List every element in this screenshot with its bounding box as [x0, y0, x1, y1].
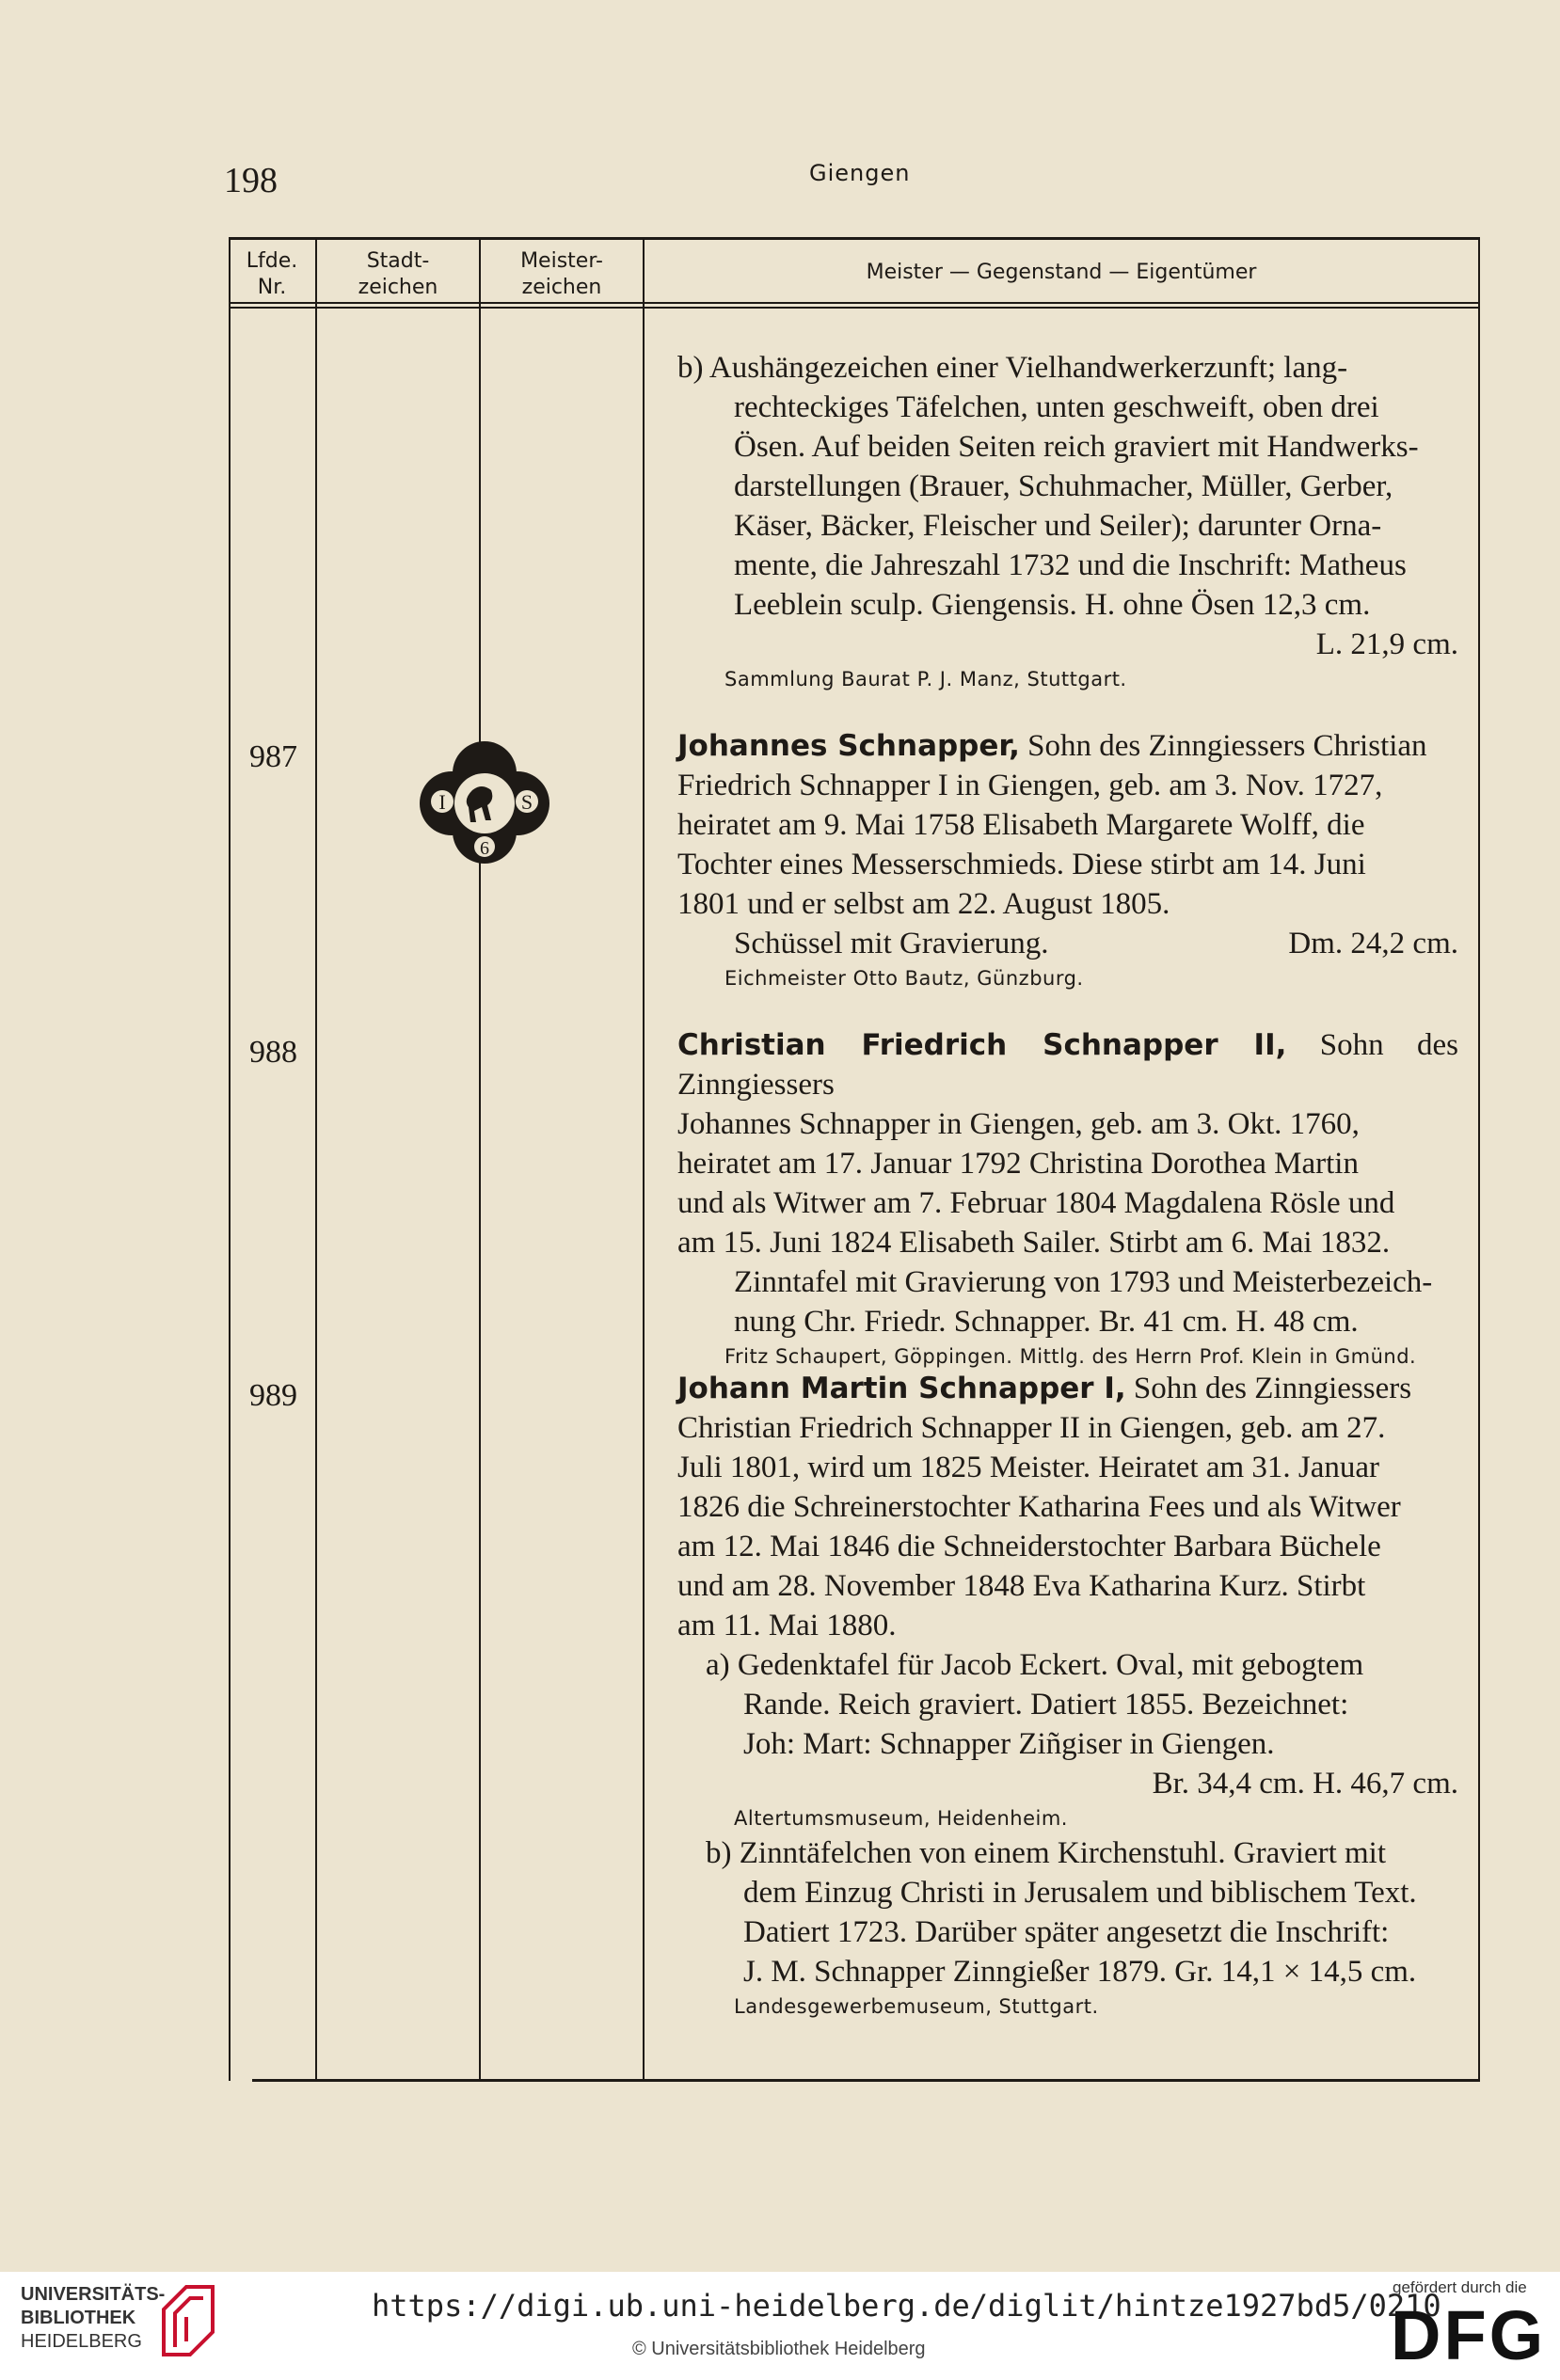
library-name-line: UNIVERSITÄTS- [21, 2284, 166, 2305]
item-a-line: a) Gedenktafel für Jacob Eckert. Oval, mit gebogtem [706, 1648, 1364, 1682]
text-line: 1801 und er selbst am 22. August 1805. [677, 887, 1170, 921]
text-line: am 12. Mai 1846 die Schneiderstochter Barbara Büchele [677, 1530, 1381, 1563]
header-bottom-rule [229, 302, 1480, 304]
text-line: Juli 1801, wird um 1825 Meister. Heiratet am 31. Januar [677, 1451, 1380, 1484]
text-line: b) Aushängezeichen einer Vielhandwerkerzunft; lang- [677, 351, 1348, 385]
master-name: Johann Martin Schnapper I, [677, 1372, 1126, 1405]
entry-number-988: 988 [249, 1035, 297, 1070]
source-line: Landesgewerbemuseum, Stuttgart. [734, 1995, 1099, 2018]
text-line [677, 1025, 1458, 1104]
object-line: nung Chr. Friedr. Schnapper. Br. 41 cm. H. 48 cm. [734, 1305, 1359, 1339]
header-lfde-label: Lfde. [246, 249, 298, 273]
header-nr-label: Nr. [257, 276, 287, 299]
page-number: 198 [224, 161, 278, 200]
header-meister-label: Meister- [520, 249, 603, 273]
text-line: heiratet am 9. Mai 1758 Elisabeth Margarete Wolff, die [677, 808, 1365, 842]
item-a-dimension: Br. 34,4 cm. H. 46,7 cm. [1152, 1767, 1458, 1801]
source-line: Eichmeister Otto Bautz, Günzburg. [724, 967, 1084, 990]
text-line: und am 28. November 1848 Eva Katharina Kurz. Stirbt [677, 1569, 1366, 1603]
entry-number-989: 989 [249, 1378, 297, 1413]
copyright-notice: © Universitätsbibliothek Heidelberg [632, 2339, 926, 2359]
entry-989-text [677, 1369, 1458, 2022]
header-lfde-nr [231, 248, 313, 301]
column-divider-1 [315, 237, 317, 2081]
mark-letter-right: S [520, 790, 533, 814]
table-left-border [229, 237, 231, 2081]
text-line: Tochter eines Messerschmieds. Diese stirbt am 14. Juni [677, 848, 1366, 881]
master-name: Johannes Schnapper, [677, 729, 1020, 763]
header-zeichen2-label: zeichen [521, 276, 602, 299]
dfg-logo[interactable]: DFG [1391, 2296, 1547, 2374]
header-meisterzeichen [481, 248, 643, 301]
object-dimension: Dm. 24,2 cm. [1288, 927, 1458, 960]
mark-letter-left: I [438, 790, 446, 814]
continuation-block [677, 348, 1458, 694]
text-line: darstellungen (Brauer, Schuhmacher, Müller, Gerber, [734, 469, 1393, 503]
master-name: Christian Friedrich Schnapper II, [677, 1028, 1287, 1062]
text-line: und als Witwer am 7. Februar 1804 Magdalena Rösle und [677, 1186, 1395, 1220]
table-top-rule [229, 237, 1480, 240]
item-a-line: Rande. Reich graviert. Datiert 1855. Bezeichnet: [743, 1688, 1349, 1722]
object-name: Schüssel mit Gravierung. [734, 927, 1049, 960]
text-fragment: Sohn des Zinngiessers [1133, 1372, 1412, 1405]
entry-number-987: 987 [249, 739, 297, 774]
text-line: Leeblein sculp. Giengensis. H. ohne Ösen 12,3 cm. [734, 588, 1371, 622]
source-line: Fritz Schaupert, Göppingen. Mittlg. des Herrn Prof. Klein in Gmünd. [724, 1345, 1417, 1368]
library-name-line: BIBLIOTHEK [21, 2308, 136, 2328]
item-b-line: Datiert 1723. Darüber später angesetzt die Inschrift: [743, 1915, 1390, 1949]
text-line: am 11. Mai 1880. [677, 1609, 897, 1642]
table-right-border [1478, 237, 1480, 2081]
header-stadtzeichen [317, 248, 479, 301]
text-line: am 15. Juni 1824 Elisabeth Sailer. Stirbt am 6. Mai 1832. [677, 1226, 1391, 1260]
header-main: Meister — Gegenstand — Eigentümer [866, 261, 1257, 284]
text-fragment: Sohn des Zinngiessers Christian [1027, 729, 1427, 763]
source-line: Sammlung Baurat P. J. Manz, Stuttgart. [724, 668, 1127, 690]
header-bottom-rule-2 [229, 307, 1480, 309]
header-stadt-label: Stadt- [366, 249, 430, 273]
permalink-url[interactable]: https://digi.ub.uni-heidelberg.de/diglit/hintze1927bd5/0210 [372, 2288, 1441, 2324]
item-b-line: b) Zinntäfelchen von einem Kirchenstuhl. Graviert mit [706, 1836, 1387, 1870]
text-line [677, 726, 1458, 766]
item-b-line: J. M. Schnapper Zinngießer 1879. Gr. 14,1 × 14,5 cm. [743, 1955, 1417, 1989]
entry-988-text [677, 1025, 1458, 1372]
running-head: Giengen [809, 160, 911, 186]
header-zeichen-label: zeichen [358, 276, 438, 299]
item-a-line: Joh: Mart: Schnapper Ziñgiser in Giengen. [743, 1727, 1275, 1761]
text-line: 1826 die Schreinerstochter Katharina Fees und als Witwer [677, 1490, 1401, 1524]
text-line: Käser, Bäcker, Fleischer und Seiler); darunter Orna- [734, 509, 1382, 543]
source-line: Altertumsmuseum, Heidenheim. [734, 1807, 1068, 1830]
object-line: Zinntafel mit Gravierung von 1793 und Meisterbezeich- [734, 1265, 1433, 1299]
table-bottom-rule [252, 2079, 1480, 2082]
library-logo-icon[interactable] [158, 2281, 218, 2360]
dimension-text: L. 21,9 cm. [1315, 627, 1458, 661]
library-name-line: HEIDELBERG [21, 2331, 142, 2352]
text-line: Ösen. Auf beiden Seiten reich graviert mit Handwerks- [734, 430, 1419, 464]
mark-number-bottom: 6 [480, 838, 489, 859]
column-divider-2 [479, 237, 481, 2081]
entry-987-text [677, 726, 1458, 993]
funding-note: gefördert durch die [1393, 2278, 1527, 2296]
item-b-line: dem Einzug Christi in Jerusalem und biblischem Text. [743, 1876, 1417, 1910]
text-line: Johannes Schnapper in Giengen, geb. am 3. Okt. 1760, [677, 1107, 1360, 1141]
object-line [677, 924, 1458, 963]
text-line: rechteckiges Täfelchen, unten geschweift, oben drei [734, 390, 1379, 424]
text-line: mente, die Jahreszahl 1732 und die Inschrift: Matheus [734, 548, 1407, 582]
text-line [677, 1369, 1458, 1408]
text-line: Friedrich Schnapper I in Giengen, geb. am 3. Nov. 1727, [677, 769, 1383, 802]
text-fragment: Sohn des Zinngiessers [677, 1028, 1459, 1102]
library-logo-text[interactable] [21, 2283, 165, 2354]
column-divider-3 [643, 237, 645, 2081]
master-mark-stamp [414, 736, 555, 867]
text-line: Christian Friedrich Schnapper II in Giengen, geb. am 27. [677, 1411, 1386, 1445]
text-line: heiratet am 17. Januar 1792 Christina Dorothea Martin [677, 1147, 1359, 1181]
